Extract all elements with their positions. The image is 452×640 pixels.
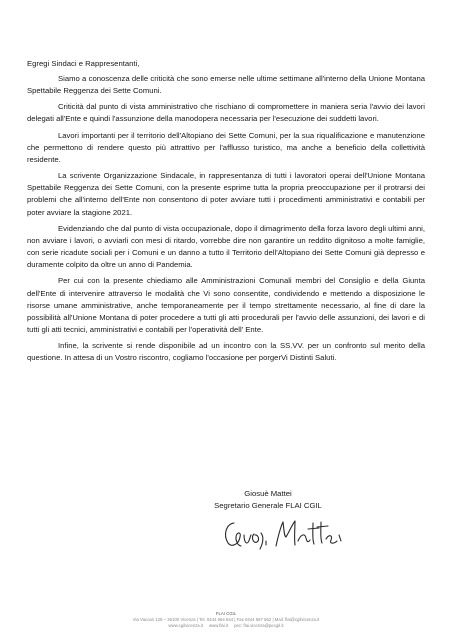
- footer-website-link-2[interactable]: www.flai.it: [209, 623, 229, 628]
- paragraph: Infine, la scrivente si rende disponibile ad un incontro con la SS.VV. per un confronto sul merito della questione. In attesa di un Vostro riscontro, cogliamo l'occasione per porgerVi Distinti Saluti.: [27, 341, 425, 363]
- footer-website-link[interactable]: www.cgilvicenza.it: [168, 623, 204, 628]
- signatory-name: Giosuè Mattei: [244, 489, 292, 498]
- footer-pec-label: pec:: [234, 623, 243, 628]
- signatory-role: Segretario Generale FLAI CGIL: [214, 501, 322, 510]
- footer-links: [0, 623, 452, 629]
- paragraph: Evidenziando che dal punto di vista occupazionale, dopo il dimagrimento della forza lavoro degli ultimi anni, non avviare i lavori, o avviarli con mesi di ritardo, vorrebbe dire non garantire un reddito dignitoso a molte famiglie, con serie ricadute sociali per i Comuni e un danno a tutto il Territorio dell'Altopiano dei Sette Comuni già depresso e duramente colpito da oltre un anno di Pandemia.: [27, 223, 425, 270]
- signature-block: [213, 488, 323, 512]
- paragraph: La scrivente Organizzazione Sindacale, in rappresentanza di tutti i lavoratori operai dell'Unione Montana Spettabile Reggenza dei Sette Comuni, con la presente esprime tutta la propria preoccupazione per il protrarsi dei problemi che all'interno dell'Ente non consentono di poter avviare tutti i procedimenti amministrativi e contabili per poter avviare la stagione 2021.: [27, 171, 425, 217]
- paragraph: Per cui con la presente chiediamo alle Amministrazioni Comunali membri del Consiglio e della Giunta dell'Ente di intervenire attraverso le modalità che Vi sono consentite, condividendo e mettendo a disposizione le risorse umane amministrative, anche temporaneamente per il tempo strettamente necessario, al fine di dare la possibilità all'Unione Montana di poter procedere a tutti gli atti procedurali per l'avvio delle assunzioni, dei lavori e di tutti gli atti tecnici, amministrativi e contabili per l'operatività dell' Ente.: [27, 276, 425, 334]
- handwritten-signature: [220, 513, 345, 555]
- footer-org: FLAI CGIL: [215, 611, 237, 616]
- salutation: Egregi Sindaci e Rappresentanti,: [27, 59, 140, 68]
- paragraph: Siamo a conoscenza delle criticità che sono emerse nelle ultime settimane all'interno della Unione Montana Spettabile Reggenza dei Sette Comuni.: [27, 74, 425, 96]
- paragraph: Lavori importanti per il territorio dell'Altopiano dei Sette Comuni, per la sua riqualificazione e manutenzione che permettono di rendere questo più attrattivo per l'afflusso turistico, ma anche a beneficio della collettività residente.: [27, 130, 425, 164]
- letter-body: [27, 73, 425, 368]
- footer-address: Via Vaccari 128 – 36100 Vicenza | Tel. 0444 564 844 | Fax 0444 567 662 | Mail: flai@cgilvicenza.it: [132, 617, 320, 622]
- footer: [0, 611, 452, 629]
- footer-pec-link[interactable]: flai.vicenza@pecgil.it: [243, 623, 284, 628]
- paragraph: Criticità dal punto di vista amministrativo che rischiano di compromettere in maniera seria l'avvio dei lavori delegati all'Ente e quindi l'assunzione della manodopera necessaria per l'esecuzione dei suddetti lavori.: [27, 102, 425, 124]
